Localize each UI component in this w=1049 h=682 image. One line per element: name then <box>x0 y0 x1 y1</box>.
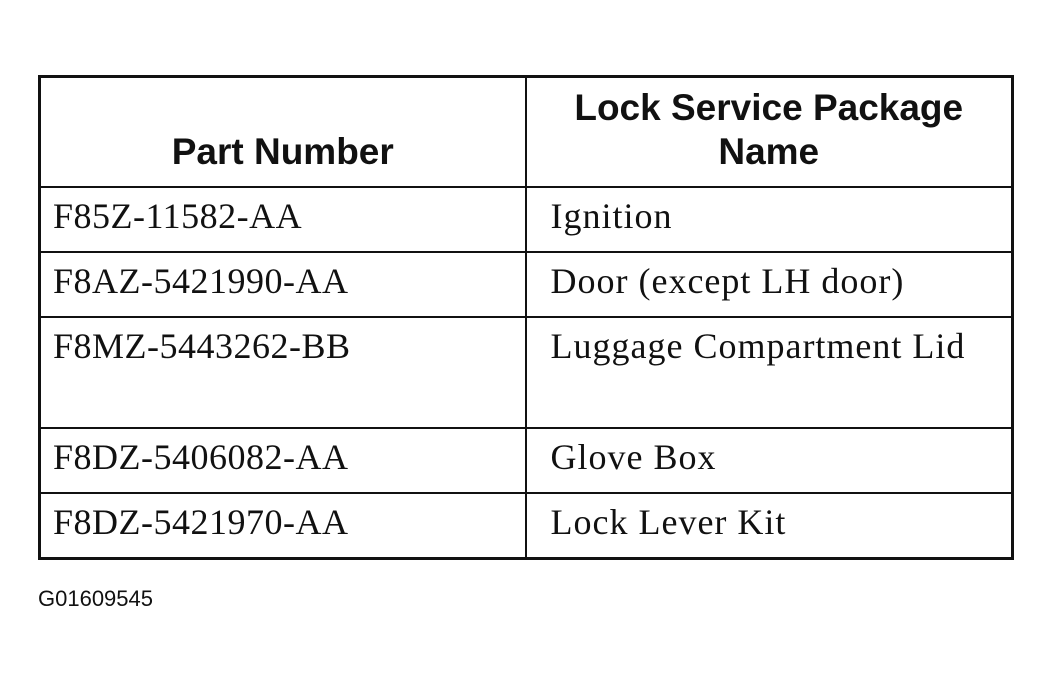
package-name-cell: Door (except LH door) <box>526 252 1013 317</box>
part-number-cell: F8DZ-5406082-AA <box>40 428 526 493</box>
lock-service-parts-table <box>38 75 1014 560</box>
part-number-cell: F85Z-11582-AA <box>40 187 526 252</box>
part-number-cell: F8MZ-5443262-BB <box>40 317 526 428</box>
package-name-cell: Ignition <box>526 187 1013 252</box>
table-header-row <box>40 77 1013 187</box>
package-name-cell: Luggage Compartment Lid <box>526 317 1013 428</box>
package-name-header: Lock Service Package Name <box>526 77 1013 187</box>
figure-id: G01609545 <box>38 586 153 611</box>
table-row <box>40 252 1013 317</box>
part-number-header: Part Number <box>40 77 526 187</box>
part-number-cell: F8DZ-5421970-AA <box>40 493 526 559</box>
table-row <box>40 428 1013 493</box>
package-name-cell: Glove Box <box>526 428 1013 493</box>
table-row <box>40 317 1013 428</box>
table-row <box>40 493 1013 559</box>
table-row <box>40 187 1013 252</box>
part-number-cell: F8AZ-5421990-AA <box>40 252 526 317</box>
package-name-cell: Lock Lever Kit <box>526 493 1013 559</box>
